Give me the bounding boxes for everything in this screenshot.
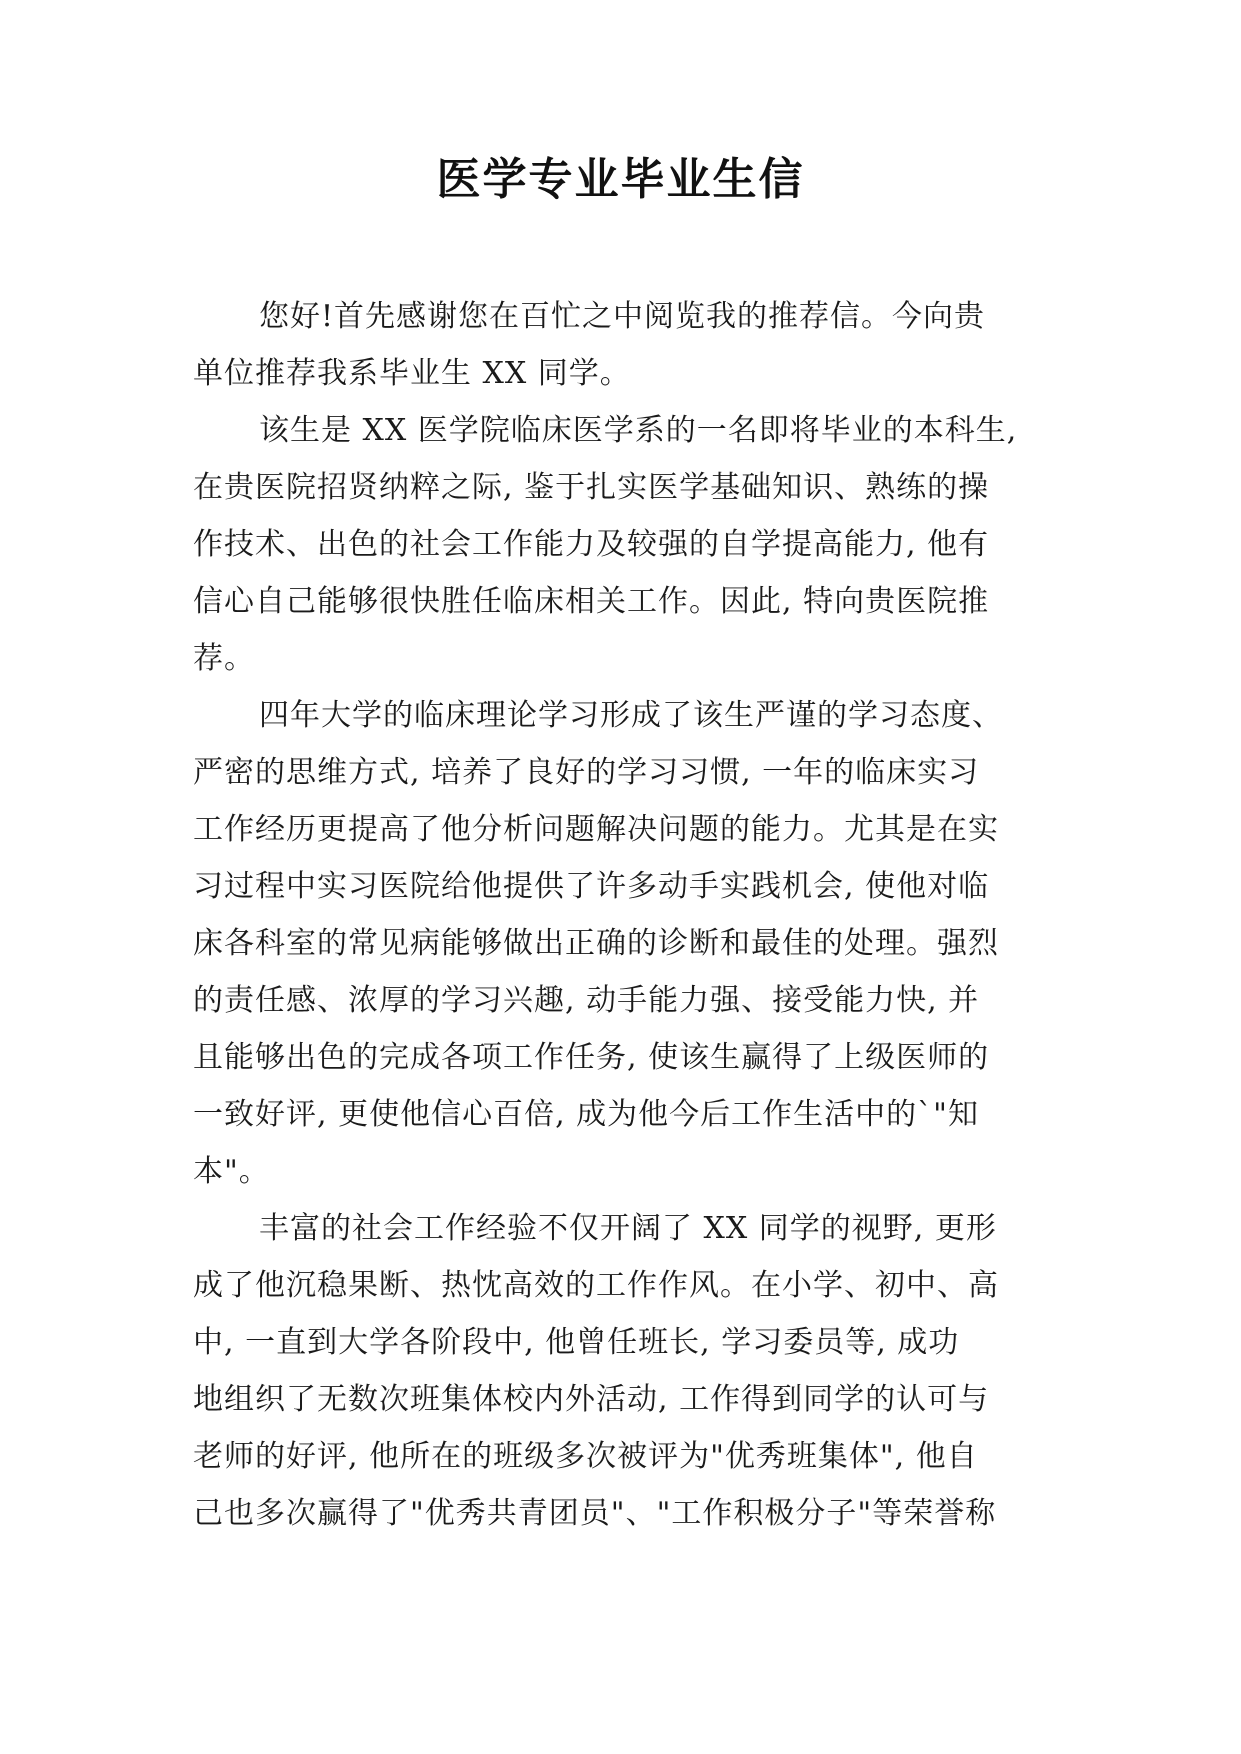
body-line: 严密的思维方式, 培养了良好的学习习惯, 一年的临床实习 <box>193 755 980 790</box>
body-line: 成了他沉稳果断、热忱高效的工作作风。在小学、初中、高 <box>193 1268 999 1303</box>
body-line: 丰富的社会工作经验不仅开阔了 XX 同学的视野, 更形 <box>259 1211 997 1246</box>
body-line: 您好!首先感谢您在百忙之中阅览我的推荐信。今向贵 <box>259 299 986 334</box>
document-body <box>193 288 1053 1542</box>
body-line: 床各科室的常见病能够做出正确的诊断和最佳的处理。强烈 <box>193 926 999 961</box>
body-line: 在贵医院招贤纳粹之际, 鉴于扎实医学基础知识、熟练的操 <box>193 470 990 505</box>
body-line: 本"。 <box>193 1154 270 1189</box>
body-line: 且能够出色的完成各项工作任务, 使该生赢得了上级医师的 <box>193 1040 990 1075</box>
body-line: 作技术、出色的社会工作能力及较强的自学提高能力, 他有 <box>193 527 990 562</box>
body-line: 地组织了无数次班集体校内外活动, 工作得到同学的认可与 <box>193 1382 990 1417</box>
body-line: 工作经历更提高了他分析问题解决问题的能力。尤其是在实 <box>193 812 999 847</box>
body-line: 信心自己能够很快胜任临床相关工作。因此, 特向贵医院推 <box>193 584 990 619</box>
body-line: 单位推荐我系毕业生 XX 同学。 <box>193 356 631 391</box>
body-line: 的责任感、浓厚的学习兴趣, 动手能力强、接受能力快, 并 <box>193 983 980 1018</box>
body-line: 该生是 XX 医学院临床医学系的一名即将毕业的本科生, <box>259 413 1018 448</box>
body-line: 一致好评, 更使他信心百倍, 成为他今后工作生活中的`"知 <box>193 1097 979 1132</box>
body-line: 中, 一直到大学各阶段中, 他曾任班长, 学习委员等, 成功 <box>193 1325 960 1360</box>
body-line: 老师的好评, 他所在的班级多次被评为"优秀班集体", 他自 <box>193 1439 978 1474</box>
body-line: 荐。 <box>193 641 255 676</box>
body-line: 习过程中实习医院给他提供了许多动手实践机会, 使他对临 <box>193 869 990 904</box>
document-title: 医学专业毕业生信 <box>436 154 805 205</box>
body-line: 四年大学的临床理论学习形成了该生严谨的学习态度、 <box>259 698 1003 733</box>
body-line: 己也多次赢得了"优秀共青团员"、"工作积极分子"等荣誉称 <box>193 1496 997 1531</box>
